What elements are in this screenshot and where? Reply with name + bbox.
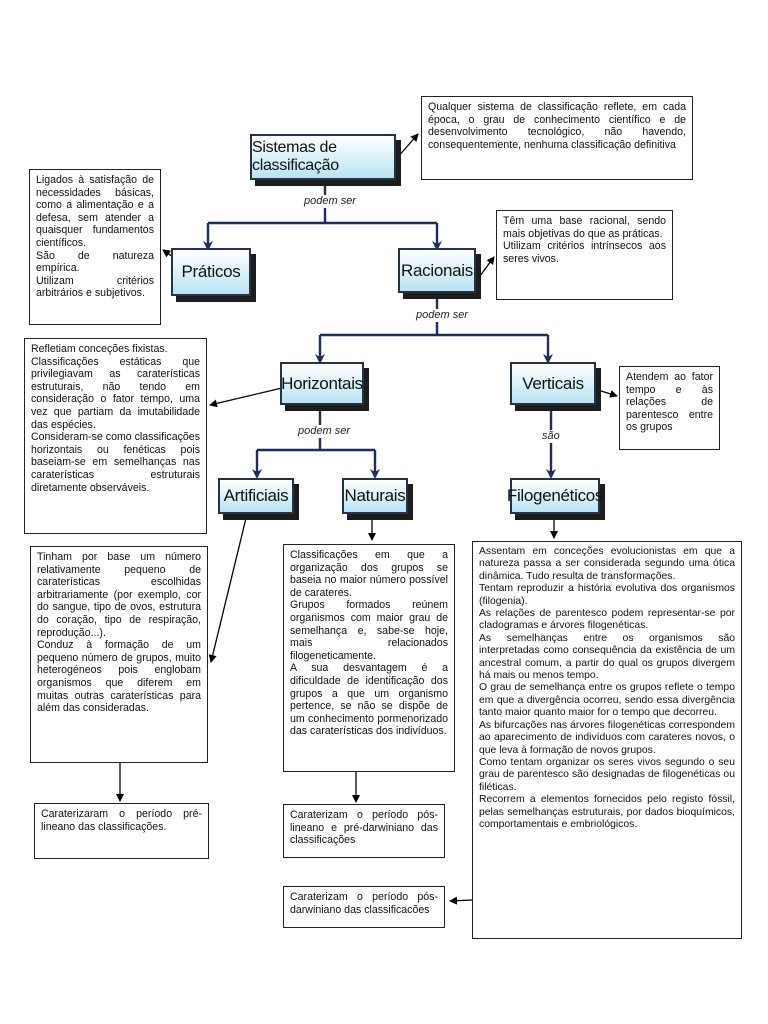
note-horizontais: Refletiam conceções fixistas. Classificações estáticas que privilegiavam as caraterísticas estruturais, não tendo em consideração o fator tempo, uma vez que partiam da imutabilidade das espécies. Consideram-se como classificações horizontais ou fenéticas pois baseiam-se em semelhanças nas caraterísticas estruturais diretamente observáveis. <box>24 338 207 534</box>
concept-naturais: Naturais <box>342 478 408 514</box>
note-racionais: Têm uma base racional, sendo mais objetivas do que as práticas. Utilizam critérios intrínsecos aos seres vivos. <box>496 210 673 300</box>
concept-filogeneticos: Filogenéticos <box>510 478 600 514</box>
concept-artificiais: Artificiais <box>218 478 294 514</box>
link-label-horizontais: podem ser <box>298 425 350 437</box>
arrow-artificiais-note <box>211 510 248 662</box>
note-artificiais: Tinham por base um número relativamente pequeno de caraterísticas escolhidas arbitrariamente (por exemplo, cor do sangue, tipo de ovos, estrutura do coração, tipo de respiração, reprodução...). Conduz à formação de um pequeno número de grupos, muito heterogéneos pois englobam organismos que diferem em muitas outras caraterísticas para além das consideradas. <box>30 546 208 763</box>
concept-horizontais: Horizontais <box>280 362 364 405</box>
arrow-racionais-note <box>477 257 494 280</box>
link-label-sistemas: podem ser <box>304 195 356 207</box>
note-periodo-pre-lineano: Caraterizaram o período pré-lineano das classificações. <box>34 803 209 859</box>
note-qualquer-sistema: Qualquer sistema de classificação reflete, em cada época, o grau de conhecimento científico e de desenvolvimento tecnológico, não havendo, consequentemente, nenhuma classificação definitiva <box>421 96 693 180</box>
arrow-filogeneticos-period <box>450 900 472 901</box>
note-praticos: Ligados à satisfação de necessidades básicas, como a alimentação e a defesa, sem atender a quaisquer fundamentos científicos. São de natureza empírica. Utilizam critérios arbitrários e subjetivos. <box>29 169 161 325</box>
concept-verticais: Verticais <box>510 362 596 405</box>
arrow-horizontais-note <box>210 388 282 405</box>
note-naturais: Classificações em que a organização dos grupos se baseia no maior número possível de carateres. Grupos formados reúnem organismos com maior grau de semelhança e, sabe-se hoje, mais relacionados filogeneticamente. A sua desvantagem é a dificuldade de identificação dos grupos a que um organismo pertence, se não se dispõe de um conhecimento pormenorizado das caraterísticas dos indivíduos. <box>283 544 455 772</box>
note-periodo-pos-lineano: Caraterizam o período pós-lineano e pré-darwiniano das classificações <box>283 804 445 858</box>
concept-racionais: Racionais <box>398 248 476 293</box>
note-periodo-pos-darwiniano: Caraterizam o período pós-darwiniano das classificacões <box>283 886 445 928</box>
concept-praticos: Práticos <box>171 248 251 296</box>
link-label-verticais: são <box>542 430 560 442</box>
note-verticais: Atendem ao fator tempo e às relações de parentesco entre os grupos <box>619 366 720 450</box>
concept-sistemas-de-classificacao: Sistemas de classificação <box>250 134 396 180</box>
note-filogeneticos: Assentam em conceções evolucionistas em que a natureza passa a ser considerada segundo uma ótica dinâmica. Tudo resulta de transformações. Tentam reproduzir a história evolutiva dos organismos (filogenia). As relações de parentesco podem representar-se por cladogramas e árvores filogenéticas. As semelhanças entre os organismos são interpretadas como consequência da existência de um ancestral comum, a partir do qual os grupos divergem há mais ou menos tempo. O grau de semelhança entre os grupos reflete o tempo em que a divergência ocorreu, sendo essa divergência tanto maior quanto maior for o tempo que decorreu. As bifurcações nas árvores filogenéticas correspondem ao aparecimento de indivíduos com carateres novos, o que leva à formação de novos grupos. Como tentam organizar os seres vivos segundo o seu grau de parentesco são designadas de filogenéticas ou filéticas. Recorrem a elementos fornecidos pelo registo fóssil, pelas semelhanças estruturais, por dados bioquímicos, comportamentais e embriológicos. <box>472 541 742 939</box>
link-label-racionais: podem ser <box>416 309 468 321</box>
arrow-sistemas-note <box>397 134 418 158</box>
arrow-verticais-note <box>598 390 617 396</box>
